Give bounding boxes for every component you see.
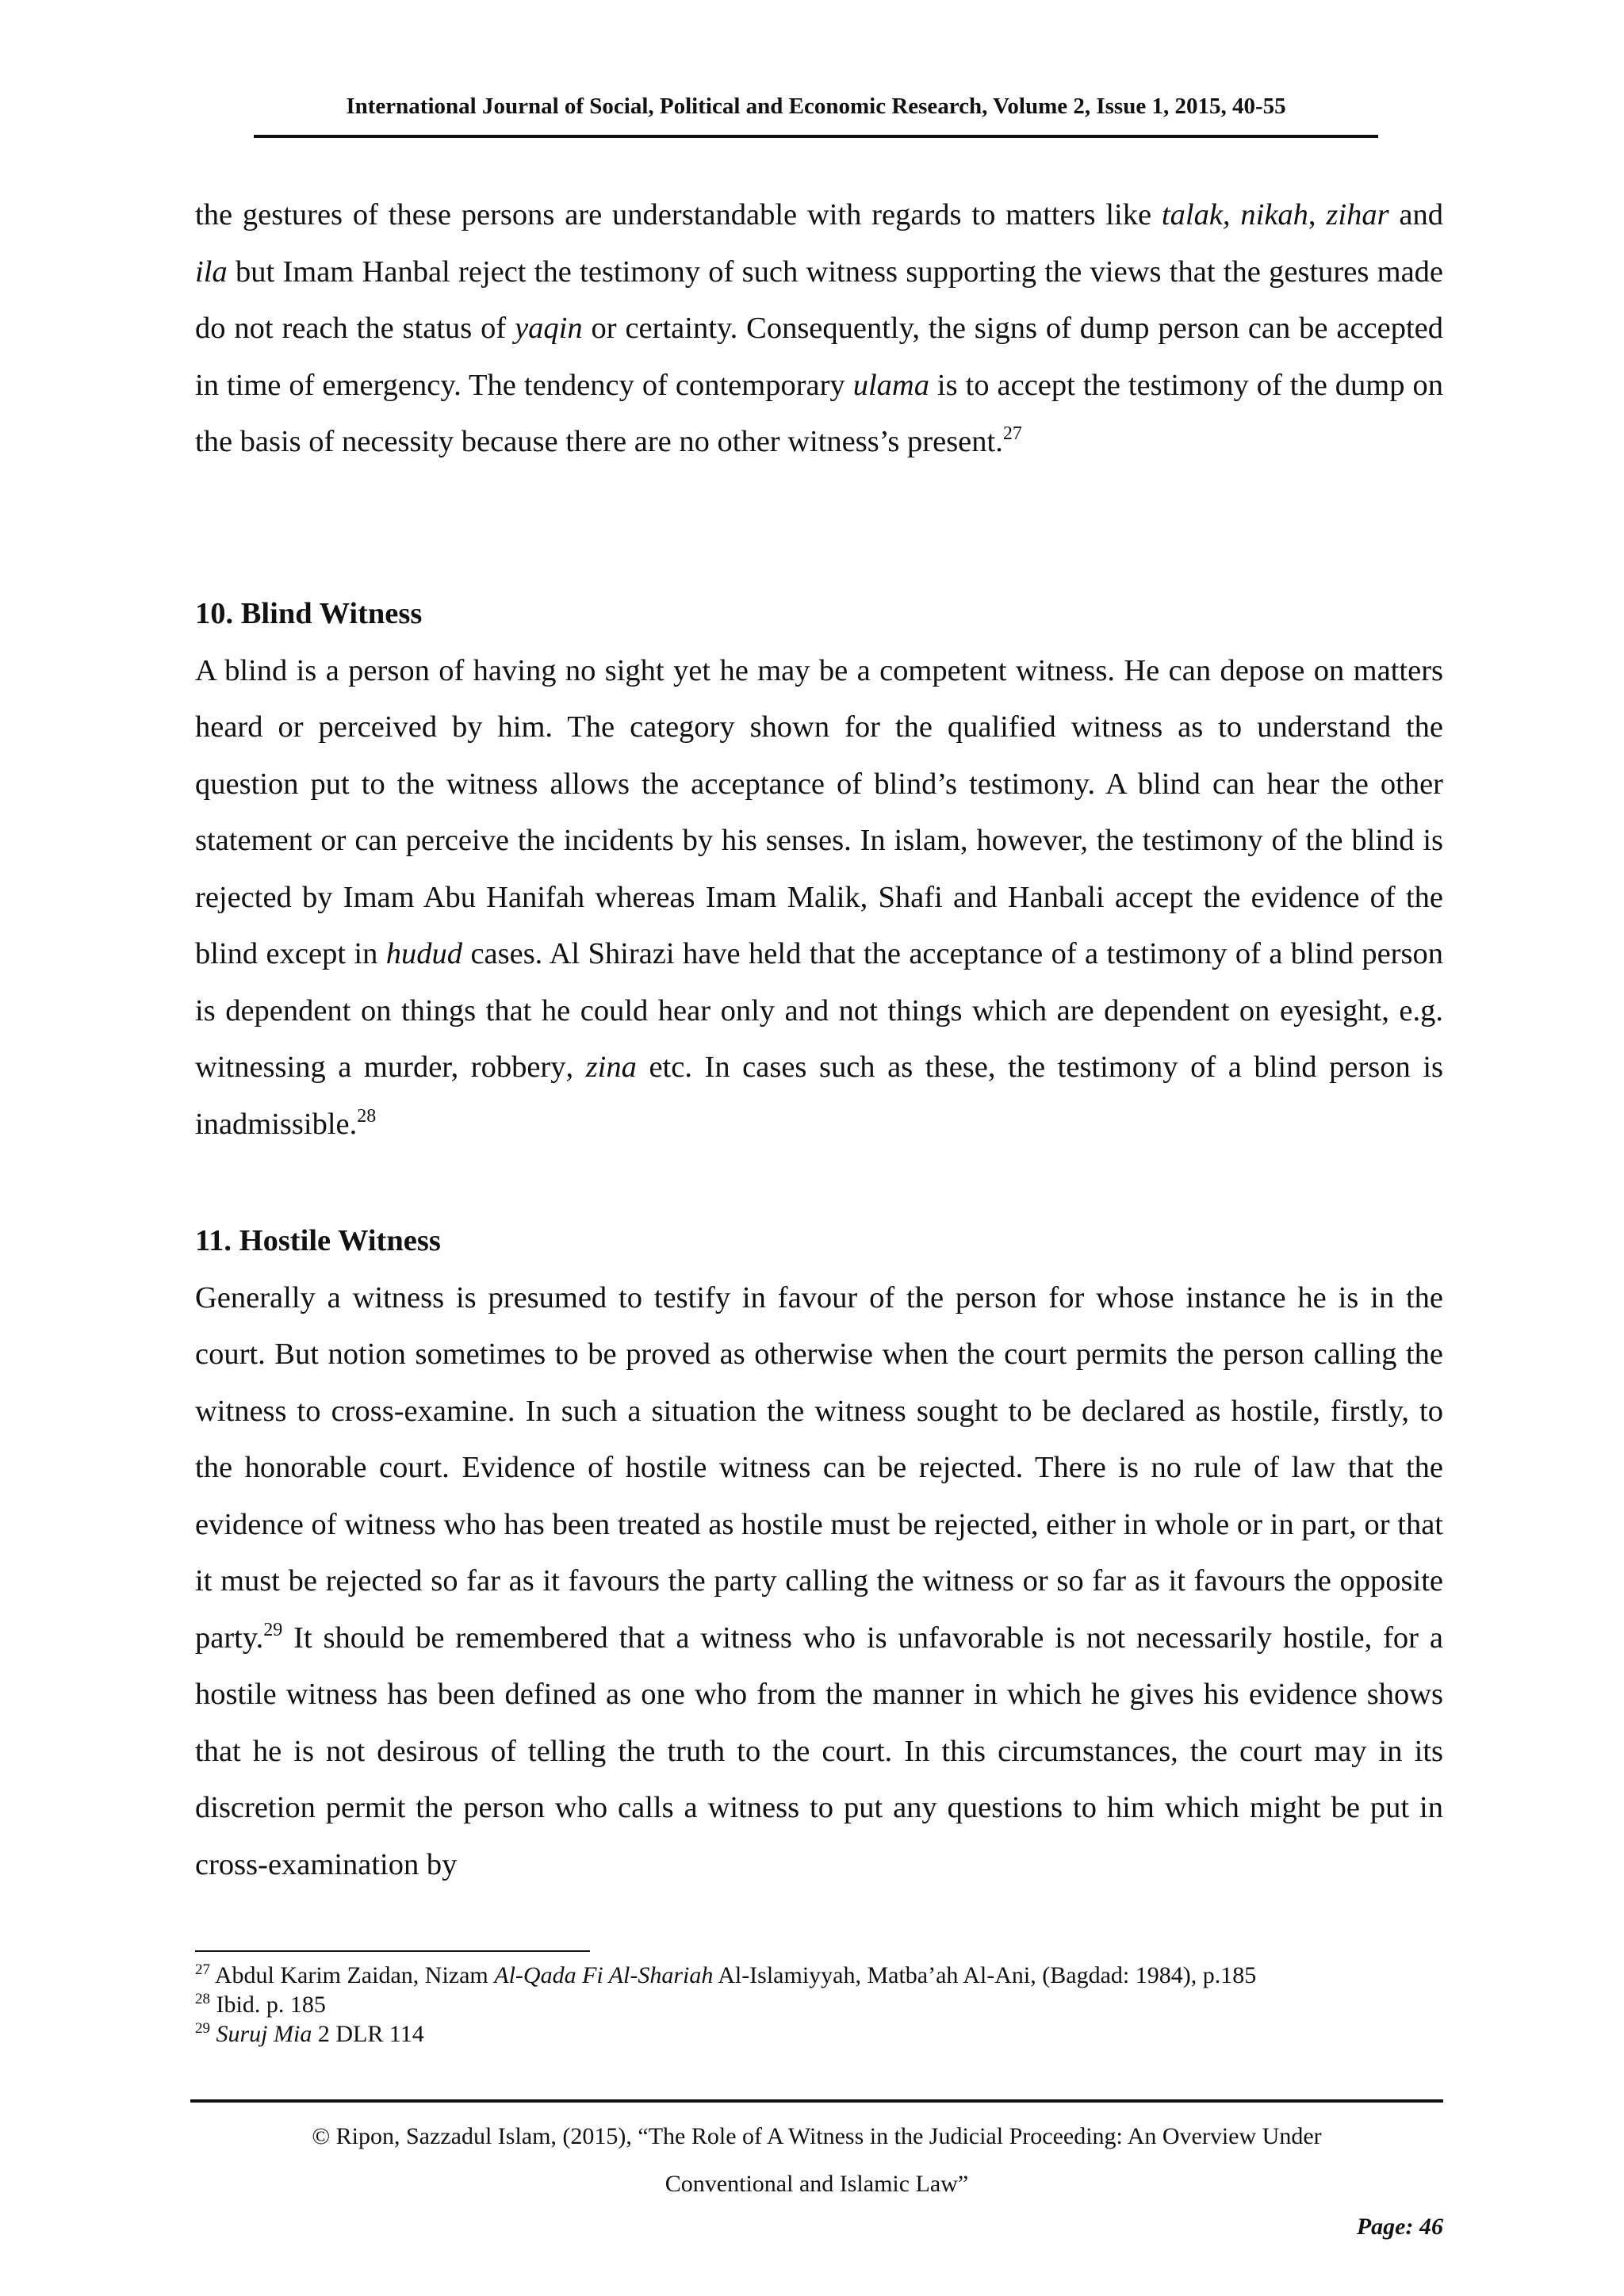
section-heading: 10. Blind Witness bbox=[195, 597, 423, 630]
italic-term: yaqin bbox=[515, 312, 583, 345]
text: Al-Islamiyyah, Matba’ah Al-Ani, (Bagdad: 1984), p.185 bbox=[713, 1962, 1257, 1988]
text: 2 DLR 114 bbox=[312, 2021, 424, 2047]
footer-line: © Ripon, Sazzadul Islam, (2015), “The Role of A Witness in the Judicial Proceeding: An Overview Under bbox=[312, 2123, 1322, 2149]
text: is to accept the testimony of the dump on the basis of necessity because there are no other witness’s present. bbox=[195, 368, 1443, 458]
footnote-ref[interactable]: 29 bbox=[263, 1619, 283, 1640]
footnote-number: 27 bbox=[195, 1961, 210, 1978]
section-paragraph bbox=[195, 643, 1443, 1154]
italic-term: ila bbox=[195, 254, 228, 289]
paragraph-dumb-witness bbox=[195, 187, 1443, 471]
page-number: Page: 46 bbox=[1356, 2214, 1443, 2240]
italic-term: , zina bbox=[565, 1050, 637, 1084]
italic-term: hudud bbox=[385, 937, 463, 970]
text: cases. Al Shirazi have held that the acceptance of a testimony of a blind person is dependent on things that he could hear only and not things which are dependent on eyesight, e.g. witnessing a murder, robbery bbox=[195, 937, 1443, 1084]
footnote-number: 29 bbox=[195, 2020, 210, 2037]
text: , bbox=[1308, 198, 1327, 232]
text: and bbox=[1388, 198, 1443, 232]
header-rule bbox=[254, 135, 1378, 138]
footnote bbox=[195, 1990, 1443, 2019]
text: or certainty. Consequently, the signs of dump person can be accepted in time of emergency. The tendency of contemporary bbox=[195, 312, 1443, 402]
footnote-number: 28 bbox=[195, 1991, 210, 2007]
text: Ibid. p. 185 bbox=[210, 1992, 326, 2018]
italic-term: zihar bbox=[1326, 198, 1389, 232]
footnote-separator bbox=[195, 1950, 590, 1952]
text: the gestures of these persons are understandable with regards to matters like bbox=[195, 198, 1162, 232]
footnote bbox=[195, 1961, 1443, 1990]
citation-footer bbox=[190, 2113, 1443, 2208]
text: etc. In cases such as these, the testimony of a blind person is inadmissible. bbox=[195, 1050, 1444, 1141]
section-blind-witness bbox=[195, 586, 1443, 1153]
text: Abdul Karim Zaidan, Nizam bbox=[210, 1962, 495, 1988]
text: Generally a witness is presumed to testify in favour of the person for whose instance he is in the court. But notion sometimes to be proved as otherwise when the court permits the person calling the witness to cross-examine. In such a situation the witness sought to be declared as hostile, firstly, to the honorable court. Evidence of hostile witness can be rejected. There is no rule of law that the evidence of witness who has been treated as hostile must be rejected, either in whole or in part, or that it must be rejected so far as it favours the party calling the witness or so far as it favours the opposite party. bbox=[195, 1280, 1443, 1655]
italic-title: Suruj Mia bbox=[216, 2021, 312, 2047]
section-heading: 11. Hostile Witness bbox=[195, 1224, 441, 1257]
text: A blind is a person of having no sight yet he may be a competent witness. He can depose on matters heard or perceived by him. The category shown for the qualified witness as to understand the question put to the witness allows the acceptance of blind’s testimony. A blind can hear the other statement or can perceive the incidents by his senses. In islam, however, the testimony of the blind is rejected by Imam Abu Hanifah whereas Imam Malik, Shafi and Hanbali accept the evidence of the blind except in bbox=[195, 653, 1443, 970]
footer-rule bbox=[190, 2099, 1443, 2103]
footnote-ref[interactable]: 28 bbox=[357, 1105, 377, 1127]
footnote-ref[interactable]: 27 bbox=[1002, 423, 1022, 444]
italic-term: ulama bbox=[852, 368, 929, 402]
italic-term: talak, nikah bbox=[1161, 198, 1308, 232]
section-hostile-witness bbox=[195, 1213, 1443, 1893]
footnotes bbox=[195, 1961, 1443, 2049]
section-paragraph bbox=[195, 1270, 1443, 1894]
text: It should be remembered that a witness who is unfavorable is not necessarily hostile, for a hostile witness has been defined as one who from the manner in which he gives his evidence shows that he is not desirous of telling the truth to the court. In this circumstances, the court may in its discretion permit the person who calls a witness to put any questions to him which might be put in cross-examination by bbox=[195, 1621, 1443, 1881]
footer-line: Conventional and Islamic Law” bbox=[665, 2171, 969, 2197]
journal-header: International Journal of Social, Political and Economic Research, Volume 2, Issue 1, 2015, 40-55 bbox=[346, 94, 1286, 119]
text: but Imam Hanbal reject the testimony of such witness supporting the views that the gestures made do not reach the status of bbox=[195, 254, 1443, 345]
italic-title: Al-Qada Fi Al-Shariah bbox=[494, 1962, 714, 1988]
footnote bbox=[195, 2019, 1443, 2049]
